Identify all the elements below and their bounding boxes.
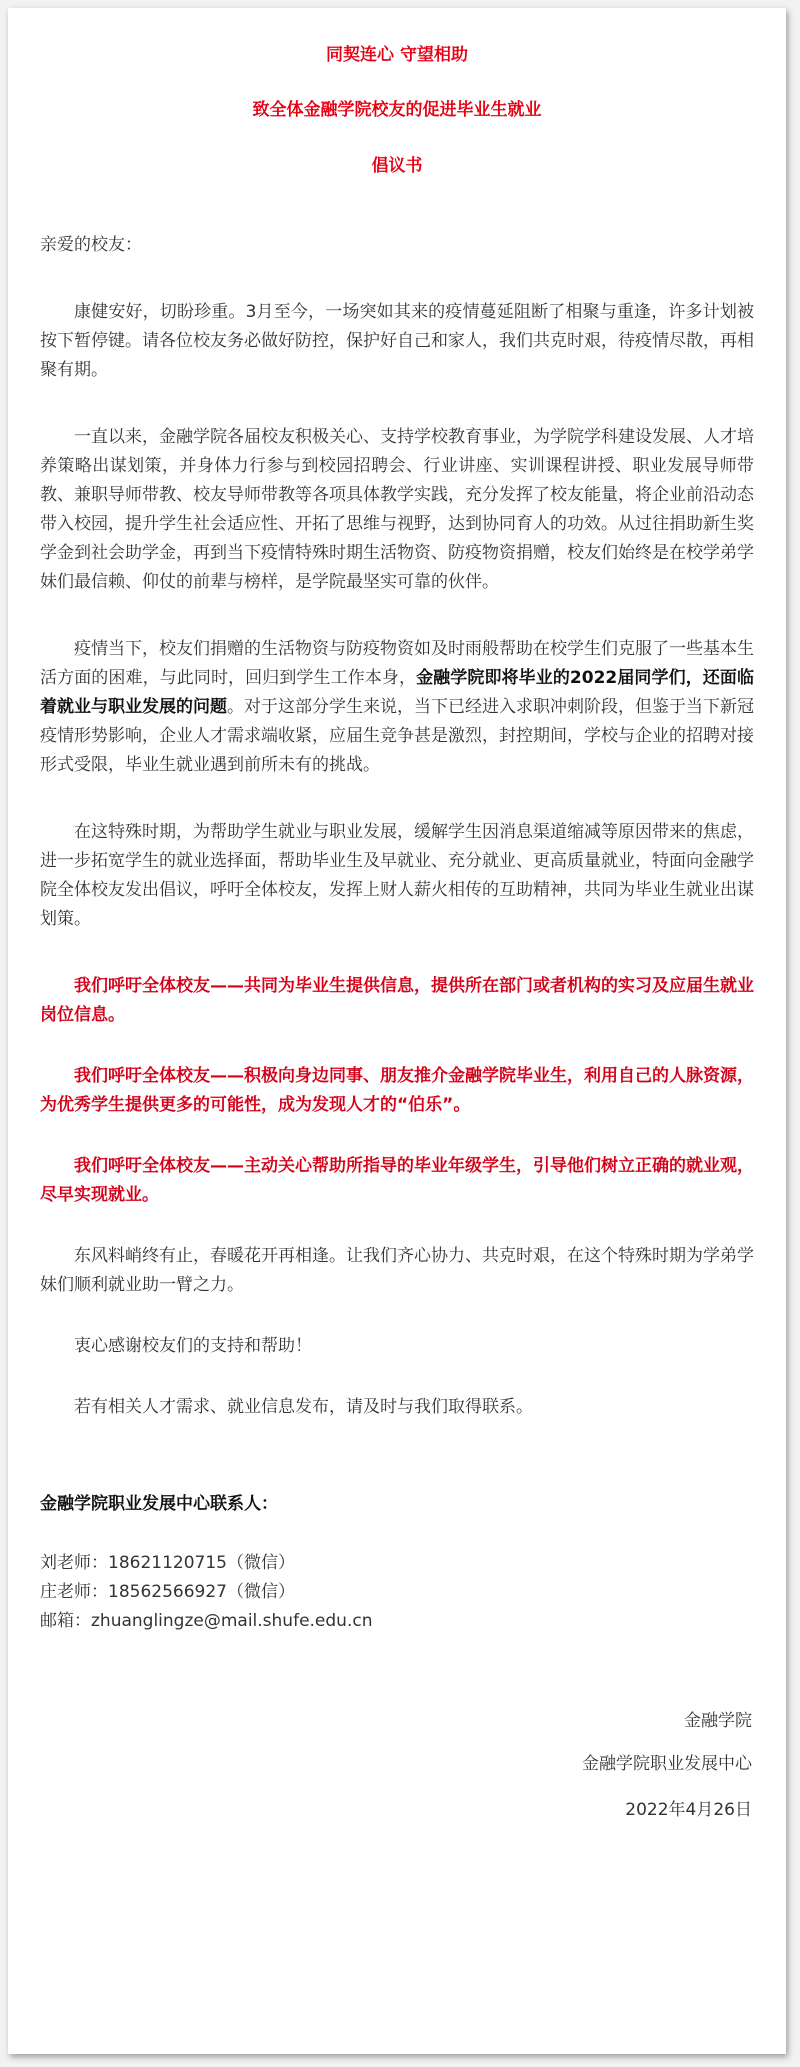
title-line-1: 同契连心 守望相助 [326,45,468,65]
contact-email: 邮箱：zhuanglingze@mail.shufe.edu.cn [40,1611,373,1631]
signature-date: 2022年4月26日 [625,1800,752,1820]
call-to-action-1: 我们呼吁全体校友——共同为毕业生提供信息，提供所在部门或者机构的实习及应届生就业岗位信息。 [40,976,754,1025]
paragraph-2: 一直以来，金融学院各届校友积极关心、支持学校教育事业，为学院学科建设发展、人才培养策略出谋划策，并身体力行参与到校园招聘会、行业讲座、实训课程讲授、职业发展导师带教、兼职导师带教、校友导师带教等各项具体教学实践，充分发挥了校友能量，将企业前沿动态带入校园，提升学生社会适应性、开拓了思维与视野，达到协同育人的功效。从过往捐助新生奖学金到社会助学金，再到当下疫情特殊时期生活物资、防疫物资捐赠，校友们始终是在校学弟学妹们最信赖、仰仗的前辈与榜样，是学院最坚实可靠的伙伴。 [40,427,754,592]
contact-heading: 金融学院职业发展中心联系人： [40,1494,278,1514]
paragraph-7: 若有相关人才需求、就业信息发布，请及时与我们取得联系。 [74,1397,533,1417]
paragraph-6: 衷心感谢校友们的支持和帮助！ [74,1336,312,1356]
paragraph-5: 东风料峭终有止，春暖花开再相逢。让我们齐心协力、共克时艰，在这个特殊时期为学弟学妹们顺利就业助一臂之力。 [40,1246,754,1295]
paragraph-3-text-a: 疫情当下，校友们捐赠的生活物资与防疫物资如及时雨般帮助在校学生们克服了一些基本生活方面的困难，与此同时，回归到学生工作本身， [40,639,754,688]
signature-org: 金融学院 [684,1711,752,1731]
call-to-action-3: 我们呼吁全体校友——主动关心帮助所指导的毕业年级学生，引导他们树立正确的就业观，尽早实现就业。 [40,1156,754,1205]
contact-liu: 刘老师：18621120715（微信） [40,1553,295,1573]
paragraph-4: 在这特殊时期，为帮助学生就业与职业发展，缓解学生因消息渠道缩减等原因带来的焦虑，进一步拓宽学生的就业选择面，帮助毕业生及早就业、充分就业、更高质量就业，特面向金融学院全体校友发出倡议，呼吁全体校友，发挥上财人薪火相传的互助精神，共同为毕业生就业出谋划策。 [40,822,754,929]
title-line-3: 倡议书 [371,156,423,176]
call-to-action-2: 我们呼吁全体校友——积极向身边同事、朋友推介金融学院毕业生，利用自己的人脉资源，为优秀学生提供更多的可能性，成为发现人才的“伯乐”。 [40,1066,754,1115]
greeting: 亲爱的校友： [40,235,142,255]
title-line-2: 致全体金融学院校友的促进毕业生就业 [252,100,542,120]
paragraph-3 [40,635,754,780]
paragraph-1: 康健安好，切盼珍重。3月至今，一场突如其来的疫情蔓延阻断了相聚与重逢，许多计划被按下暂停键。请各位校友务必做好防控，保护好自己和家人，我们共克时艰，待疫情尽散，再相聚有期。 [40,302,754,380]
paragraph-3-highlight: 金融学院即将毕业的2022届同学们，还面临着就业与职业发展的问题 [40,668,754,717]
letter-page [8,8,786,2054]
signature-center: 金融学院职业发展中心 [582,1754,752,1774]
paragraph-3-text-b: 。对于这部分学生来说，当下已经进入求职冲刺阶段，但鉴于当下新冠疫情形势影响，企业人才需求端收紧，应届生竞争甚是激烈，封控期间，学校与企业的招聘对接形式受限，毕业生就业遇到前所未有的挑战。 [40,697,754,775]
contact-zhuang: 庄老师：18562566927（微信） [40,1582,295,1602]
